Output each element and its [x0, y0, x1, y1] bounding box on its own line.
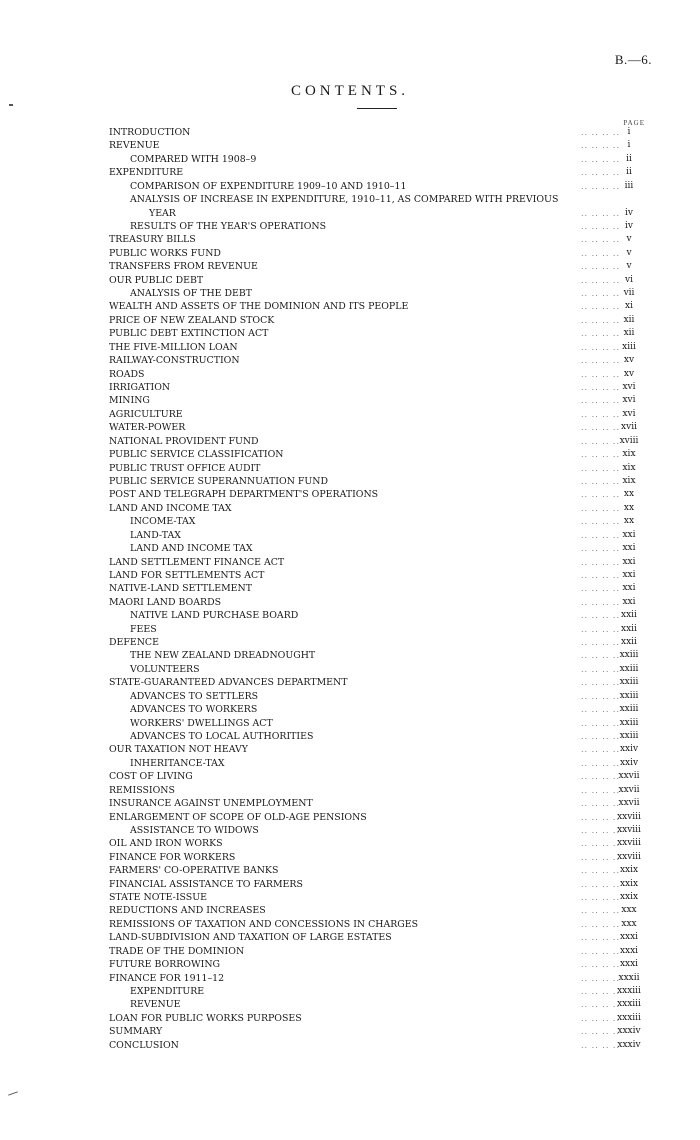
toc-entry-page: xx: [623, 516, 635, 527]
toc-entry-title: LAND SETTLEMENT FINANCE ACT: [109, 556, 285, 568]
toc-entry-page: xviii: [619, 435, 639, 446]
dot-leader: .. .. .. ..: [581, 463, 620, 473]
toc-entry: [0, 878, 700, 891]
toc-entry: [0, 757, 700, 770]
toc-entry: [0, 703, 700, 716]
toc-entry-title: COMPARED WITH 1908–9: [130, 153, 257, 165]
toc-entry-page: xxi: [622, 569, 636, 580]
toc-entry: [0, 368, 700, 381]
toc-entry-title: FUTURE BORROWING: [109, 959, 221, 971]
dot-leader: .. .. .. ..: [581, 275, 620, 285]
toc-entry: [0, 260, 700, 273]
toc-entry-title: CONCLUSION: [109, 1039, 179, 1051]
toc-entry-title: IRRIGATION: [109, 382, 171, 394]
toc-entry: [0, 690, 700, 703]
toc-entry-title: INCOME-TAX: [130, 516, 196, 528]
toc-entry: [0, 274, 700, 287]
toc-entry-page: xxviii: [617, 838, 641, 849]
toc-entry-page: xix: [622, 475, 636, 486]
toc-entry-title: VOLUNTEERS: [130, 663, 200, 675]
dot-leader: .. .. .. ..: [581, 557, 620, 567]
dot-leader: .. .. .. ..: [581, 168, 620, 178]
toc-entry-title: PUBLIC TRUST OFFICE AUDIT: [109, 462, 261, 474]
dot-leader: .. .. .. ..: [581, 852, 620, 862]
dot-leader: .. .. .. ..: [581, 302, 620, 312]
toc-entry-page: xvi: [622, 408, 636, 419]
toc-entry-title: MAORI LAND BOARDS: [109, 596, 222, 608]
toc-entry-title: AGRICULTURE: [109, 408, 183, 420]
dot-leader: .. .. .. ..: [581, 342, 620, 352]
toc-entry: [0, 730, 700, 743]
toc-entry: [0, 341, 700, 354]
toc-entry: [0, 207, 700, 220]
dot-leader: .. .. .. ..: [581, 919, 620, 929]
dot-leader: .. .. .. ..: [581, 1000, 620, 1010]
toc-entry-page: iv: [625, 207, 633, 218]
toc-entry-page: xxi: [622, 529, 636, 540]
toc-entry-title: WATER-POWER: [109, 422, 186, 434]
toc-entry-page: i: [627, 127, 631, 137]
toc-entry: [0, 1025, 700, 1038]
toc-entry-title: ANALYSIS OF THE DEBT: [130, 288, 253, 300]
toc-entry: [0, 811, 700, 824]
toc-entry-title: LAND-TAX: [130, 529, 181, 541]
dot-leader: .. .. .. ..: [581, 262, 620, 272]
dot-leader: .. .. .. ..: [581, 154, 620, 164]
toc-entry-page: xii: [623, 328, 635, 339]
toc-entry: [0, 462, 700, 475]
dot-leader: .. .. .. ..: [581, 638, 620, 648]
toc-entry-page: xxii: [621, 623, 637, 634]
toc-entry-page: xv: [623, 355, 635, 366]
toc-entry-title: WEALTH AND ASSETS OF THE DOMINION AND ITS PEOPLE: [109, 301, 409, 313]
toc-entry: [0, 824, 700, 837]
toc-entry-page: xxxiv: [617, 1026, 641, 1037]
toc-entry-page: xxviii: [617, 811, 641, 822]
toc-entry-title: LAND FOR SETTLEMENTS ACT: [109, 569, 265, 581]
toc-entry: [0, 529, 700, 542]
toc-entry-page: xxviii: [617, 851, 641, 862]
toc-entry-title: SUMMARY: [109, 1026, 163, 1038]
toc-entry-title: ASSISTANCE TO WIDOWS: [130, 824, 259, 836]
toc-entry-title: YEAR: [149, 207, 176, 219]
dot-leader: .. .. .. ..: [581, 611, 620, 621]
dot-leader: .. .. .. ..: [581, 906, 620, 916]
toc-entry-title: LAND AND INCOME TAX: [109, 502, 232, 514]
toc-entry: [0, 663, 700, 676]
toc-entry: [0, 1012, 700, 1025]
dot-leader: .. .. .. ..: [581, 718, 620, 728]
toc-entry: [0, 569, 700, 582]
dot-leader: .. .. .. ..: [581, 691, 620, 701]
toc-entry: [0, 958, 700, 971]
toc-entry-page: xix: [622, 449, 636, 460]
toc-entry-title: STATE NOTE-ISSUE: [109, 892, 207, 904]
toc-entry-page: xix: [622, 462, 636, 473]
toc-entry-title: FINANCIAL ASSISTANCE TO FARMERS: [109, 878, 303, 890]
toc-entry-page: xxxi: [619, 945, 639, 956]
dot-leader: .. .. .. ..: [581, 235, 620, 245]
toc-entry-title: OIL AND IRON WORKS: [109, 838, 223, 850]
toc-entry-title: POST AND TELEGRAPH DEPARTMENT'S OPERATIONS: [109, 489, 379, 501]
toc-entry-page: xxiii: [619, 663, 639, 674]
dot-leader: .. .. .. ..: [581, 128, 620, 137]
toc-entry: [0, 180, 700, 193]
dot-leader: .. .. .. ..: [581, 839, 620, 849]
dot-leader: .. .. .. ..: [581, 946, 620, 956]
toc-entry: [0, 1039, 700, 1052]
toc-entry-title: NATIONAL PROVIDENT FUND: [109, 435, 259, 447]
dot-leader: .. .. .. ..: [581, 624, 620, 634]
toc-entry-page: xxvii: [618, 771, 640, 782]
dot-leader: .. .. .. ..: [581, 705, 620, 715]
toc-entry-title: ADVANCES TO SETTLERS: [130, 690, 259, 702]
toc-entry-page: xxii: [621, 610, 637, 621]
dot-leader: .. .. .. ..: [581, 1027, 620, 1037]
toc-entry: [0, 985, 700, 998]
toc-entry: [0, 851, 700, 864]
toc-entry-page: xxxiii: [617, 1012, 641, 1023]
toc-entry-page: xvii: [621, 422, 637, 433]
toc-entry-title: ROADS: [109, 368, 145, 380]
toc-entry: [0, 864, 700, 877]
dot-leader: .. .. .. ..: [581, 517, 620, 527]
dot-leader: .. .. .. ..: [581, 369, 620, 379]
dot-leader: .. .. .. ..: [581, 289, 620, 299]
dot-leader: .. .. .. ..: [581, 423, 620, 433]
toc-entry: [0, 945, 700, 958]
dot-leader: .. .. .. ..: [581, 785, 620, 795]
dot-leader: .. .. .. ..: [581, 356, 620, 366]
toc-entry: [0, 287, 700, 300]
toc-entry-title: MINING: [109, 395, 150, 407]
toc-entry-title: TREASURY BILLS: [109, 234, 196, 246]
dot-leader: .. .. .. ..: [581, 987, 620, 996]
toc-entry-title: INHERITANCE-TAX: [130, 757, 225, 769]
toc-entry: [0, 153, 700, 166]
toc-entry-title: REVENUE: [130, 999, 181, 1011]
toc-entry-page: xxiii: [619, 730, 639, 741]
toc-entry-page: xxi: [622, 583, 636, 594]
toc-entry-page: xxx: [621, 905, 637, 916]
toc-entry-title: WORKERS' DWELLINGS ACT: [130, 717, 273, 729]
toc-entry-page: xxxiv: [617, 1039, 641, 1050]
toc-entry-title: OUR TAXATION NOT HEAVY: [109, 744, 248, 756]
toc-entry-page: v: [626, 261, 632, 272]
toc-entry-title: OUR PUBLIC DEBT: [109, 274, 204, 286]
toc-entry: [0, 193, 700, 206]
toc-entry-title: FEES: [130, 623, 157, 635]
toc-entry-page: vi: [625, 274, 633, 285]
toc-entry: [0, 448, 700, 461]
toc-entry-page: xxxiii: [617, 986, 641, 996]
toc-entry-title: PUBLIC DEBT EXTINCTION ACT: [109, 328, 269, 340]
toc-entry-page: xxvii: [618, 784, 640, 795]
toc-entry-title: EXPENDITURE: [109, 167, 184, 179]
toc-entry: [0, 784, 700, 797]
toc-entry-page: xxxiii: [617, 999, 641, 1010]
dot-leader: .. .. .. ..: [581, 664, 620, 674]
toc-entry-title: INTRODUCTION: [109, 127, 191, 138]
toc-entry-title: THE NEW ZEALAND DREADNOUGHT: [130, 650, 316, 662]
toc-entry: [0, 904, 700, 917]
document-reference: B.—6.: [614, 52, 652, 67]
toc-entry-page: xiii: [622, 341, 636, 352]
toc-entry-page: xx: [623, 489, 635, 500]
toc-entry-page: xxi: [622, 543, 636, 554]
toc-entry-page: xxiii: [619, 650, 639, 661]
toc-entry-title: PUBLIC WORKS FUND: [109, 247, 221, 259]
dot-leader: .. .. .. ..: [581, 409, 620, 419]
toc-entry-title: REVENUE: [109, 140, 160, 152]
toc-entry: [0, 408, 700, 421]
toc-entry-page: xxiii: [619, 704, 639, 715]
dot-leader: .. .. .. ..: [581, 329, 620, 339]
dot-leader: .. .. .. ..: [581, 248, 620, 258]
dot-leader: .. .. .. ..: [581, 973, 620, 983]
toc-entry-page: xxxi: [619, 932, 639, 943]
dot-leader: .. .. .. ..: [581, 383, 620, 393]
dot-leader: .. .. .. ..: [581, 731, 620, 741]
toc-entry-page: xxiii: [619, 690, 639, 701]
toc-entry-title: DEFENCE: [109, 637, 159, 649]
toc-entry: [0, 649, 700, 662]
toc-entry-page: iii: [624, 180, 634, 191]
dot-leader: .. .. .. ..: [581, 584, 620, 594]
toc-entry-title: PUBLIC SERVICE CLASSIFICATION: [109, 449, 284, 461]
toc-entry: [0, 596, 700, 609]
dot-leader: .. .. .. ..: [581, 181, 620, 191]
toc-entry: [0, 582, 700, 595]
dot-leader: .. .. .. ..: [581, 960, 620, 970]
toc-entry-title: THE FIVE-MILLION LOAN: [109, 341, 238, 353]
toc-entry-title: ANALYSIS OF INCREASE IN EXPENDITURE, 1910–11, AS COMPARED WITH PREVIOUS: [130, 194, 559, 206]
toc-entry-page: iv: [625, 220, 633, 231]
toc-entry: [0, 475, 700, 488]
dot-leader: .. .. .. ..: [581, 597, 620, 607]
dot-leader: .. .. .. ..: [581, 530, 620, 540]
toc-entry-page: xxx: [621, 918, 637, 929]
toc-entry-title: FINANCE FOR WORKERS: [109, 851, 236, 863]
toc-entry-title: LAND AND INCOME TAX: [130, 543, 253, 555]
page-column-heading: PAGE: [623, 119, 645, 127]
toc-entry: [0, 381, 700, 394]
toc-entry-title: ADVANCES TO LOCAL AUTHORITIES: [130, 730, 314, 742]
toc-entry-title: STATE-GUARANTEED ADVANCES DEPARTMENT: [109, 677, 348, 689]
toc-entry-page: v: [626, 234, 632, 245]
toc-entry: [0, 717, 700, 730]
toc-entry-title: REMISSIONS OF TAXATION AND CONCESSIONS IN CHARGES: [109, 918, 419, 930]
toc-entry-title: FINANCE FOR 1911–12: [109, 972, 225, 984]
title-rule: [357, 108, 397, 109]
toc-entry-page: xxiii: [619, 717, 639, 728]
dot-leader: .. .. .. ..: [581, 1013, 620, 1023]
toc-entry: [0, 327, 700, 340]
dot-leader: .. .. .. ..: [581, 651, 620, 661]
toc-entry-title: ENLARGEMENT OF SCOPE OF OLD-AGE PENSIONS: [109, 811, 367, 823]
dot-leader: .. .. .. ..: [581, 476, 620, 486]
dot-leader: .. .. .. ..: [581, 825, 620, 835]
toc-entry: [0, 220, 700, 233]
dot-leader: .. .. .. ..: [581, 745, 620, 755]
dot-leader: .. .. .. ..: [581, 221, 620, 231]
dot-leader: .. .. .. ..: [581, 799, 620, 809]
toc-entry-page: xxvii: [618, 798, 640, 809]
toc-entry-page: xvi: [622, 382, 636, 393]
toc-entry-page: xxix: [619, 865, 639, 876]
toc-entry-page: xxviii: [617, 824, 641, 835]
toc-entry-page: v: [626, 247, 632, 258]
contents-list: [0, 126, 700, 1052]
toc-entry: [0, 502, 700, 515]
toc-entry-page: xx: [623, 502, 635, 513]
toc-entry: [0, 139, 700, 152]
toc-entry-page: xv: [623, 368, 635, 379]
toc-entry: [0, 314, 700, 327]
toc-entry-title: NATIVE LAND PURCHASE BOARD: [130, 610, 299, 622]
toc-entry: [0, 918, 700, 931]
dot-leader: .. .. .. ..: [581, 678, 620, 688]
toc-entry-page: ii: [626, 153, 632, 164]
dot-leader: .. .. .. ..: [581, 396, 620, 406]
toc-entry-title: TRADE OF THE DOMINION: [109, 945, 245, 957]
toc-entry: [0, 609, 700, 622]
toc-entry-page: xxiv: [619, 757, 639, 768]
toc-entry-page: xxii: [621, 637, 637, 648]
dot-leader: .. .. .. ..: [581, 933, 620, 943]
toc-entry-page: ii: [626, 167, 632, 178]
toc-entry: [0, 931, 700, 944]
dot-leader: .. .. .. ..: [581, 503, 620, 513]
dot-leader: .. .. .. ..: [581, 315, 620, 325]
toc-entry-title: REDUCTIONS AND INCREASES: [109, 905, 266, 917]
toc-entry-title: LOAN FOR PUBLIC WORKS PURPOSES: [109, 1012, 302, 1024]
toc-entry-title: TRANSFERS FROM REVENUE: [109, 261, 258, 273]
toc-entry-page: xxi: [622, 556, 636, 567]
toc-entry: [0, 435, 700, 448]
toc-entry-title: RESULTS OF THE YEAR'S OPERATIONS: [130, 220, 327, 232]
toc-entry: [0, 972, 700, 985]
toc-entry-title: ADVANCES TO WORKERS: [130, 704, 258, 716]
toc-entry-page: xxiv: [619, 744, 639, 755]
toc-entry-page: xi: [625, 301, 633, 312]
toc-entry-page: xxix: [619, 892, 639, 903]
toc-entry: [0, 126, 700, 139]
toc-entry: [0, 676, 700, 689]
dot-leader: .. .. .. ..: [581, 772, 620, 782]
toc-entry: [0, 998, 700, 1011]
toc-entry-page: vii: [623, 288, 635, 299]
toc-entry: [0, 300, 700, 313]
toc-entry: [0, 166, 700, 179]
dot-leader: .. .. .. ..: [581, 490, 620, 500]
toc-entry-page: xxxii: [618, 972, 640, 983]
toc-entry-title: NATIVE-LAND SETTLEMENT: [109, 583, 252, 595]
toc-entry-page: i: [627, 140, 631, 151]
toc-entry-title: COST OF LIVING: [109, 771, 193, 783]
toc-entry: [0, 542, 700, 555]
toc-entry-page: xxi: [622, 596, 636, 607]
dot-leader: .. .. .. ..: [581, 436, 620, 446]
toc-entry-title: INSURANCE AGAINST UNEMPLOYMENT: [109, 798, 313, 810]
dot-leader: .. .. .. ..: [581, 758, 620, 768]
toc-entry: [0, 354, 700, 367]
toc-entry: [0, 797, 700, 810]
toc-entry: [0, 623, 700, 636]
toc-entry: [0, 770, 700, 783]
toc-entry-title: EXPENDITURE: [130, 986, 205, 997]
margin-mark: [8, 1091, 18, 1095]
toc-entry-title: RAILWAY-CONSTRUCTION: [109, 355, 240, 367]
toc-entry: [0, 394, 700, 407]
dot-leader: .. .. .. ..: [581, 570, 620, 580]
toc-entry-page: xii: [623, 314, 635, 325]
dot-leader: .. .. .. ..: [581, 893, 620, 903]
dot-leader: .. .. .. ..: [581, 812, 620, 822]
dot-leader: .. .. .. ..: [581, 879, 620, 889]
toc-entry: [0, 421, 700, 434]
toc-entry-page: xxix: [619, 878, 639, 889]
toc-entry: [0, 891, 700, 904]
toc-entry: [0, 247, 700, 260]
dot-leader: .. .. .. ..: [581, 208, 620, 218]
toc-entry-title: PRICE OF NEW ZEALAND STOCK: [109, 314, 275, 326]
toc-entry: [0, 556, 700, 569]
toc-entry: [0, 636, 700, 649]
toc-entry-title: REMISSIONS: [109, 784, 175, 796]
dot-leader: .. .. .. ..: [581, 544, 620, 554]
toc-entry-page: xvi: [622, 395, 636, 406]
margin-mark: [9, 104, 13, 106]
dot-leader: .. .. .. ..: [581, 450, 620, 460]
toc-entry-page: xxiii: [619, 677, 639, 688]
toc-entry-title: LAND-SUBDIVISION AND TAXATION OF LARGE ESTATES: [109, 932, 392, 944]
dot-leader: .. .. .. ..: [581, 1040, 620, 1050]
page-title: CONTENTS.: [290, 83, 410, 99]
toc-entry: [0, 837, 700, 850]
toc-entry-page: xxxi: [619, 959, 639, 970]
toc-entry: [0, 233, 700, 246]
toc-entry: [0, 488, 700, 501]
toc-entry-title: COMPARISON OF EXPENDITURE 1909–10 AND 1910–11: [130, 180, 407, 192]
dot-leader: .. .. .. ..: [581, 141, 620, 151]
toc-entry-title: FARMERS' CO-OPERATIVE BANKS: [109, 865, 279, 877]
toc-entry: [0, 743, 700, 756]
toc-entry-title: PUBLIC SERVICE SUPERANNUATION FUND: [109, 475, 329, 487]
toc-entry: [0, 515, 700, 528]
dot-leader: .. .. .. ..: [581, 866, 620, 876]
